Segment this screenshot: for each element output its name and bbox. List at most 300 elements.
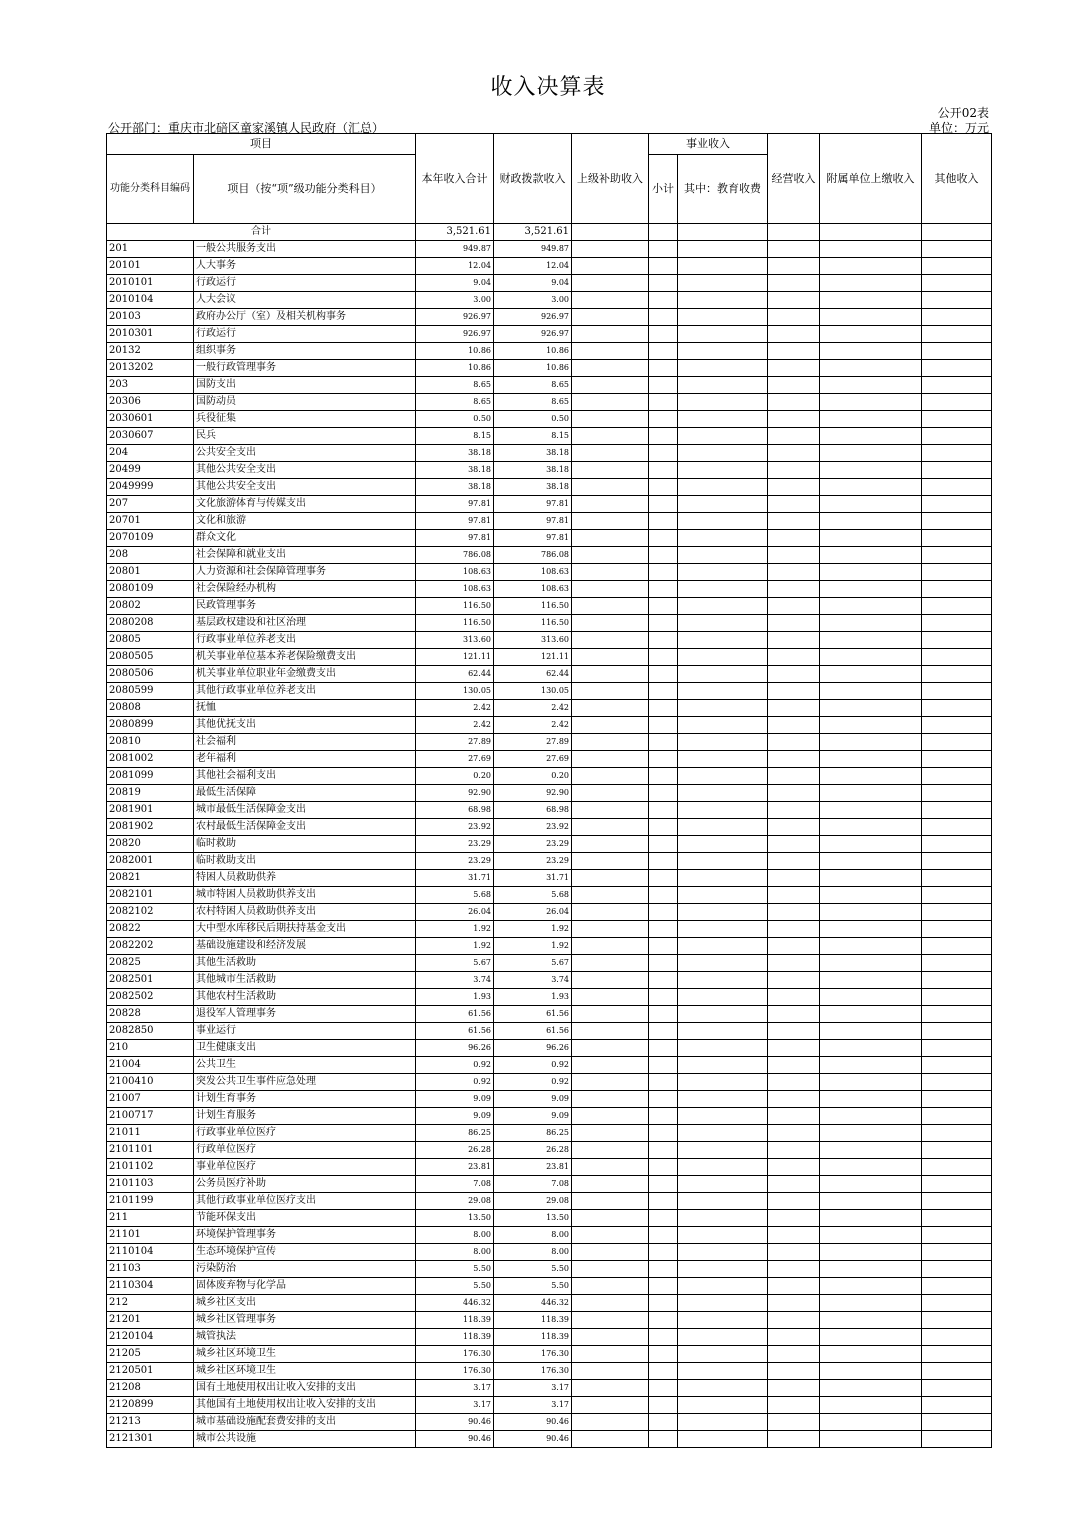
empty-cell: [649, 1363, 678, 1380]
row-fiscal: 176.30: [494, 1363, 572, 1380]
table-row: [107, 292, 992, 309]
total-income-value: 3,521.61: [416, 224, 494, 241]
empty-cell: [820, 258, 922, 275]
empty-cell: [820, 1261, 922, 1278]
empty-cell: [649, 1006, 678, 1023]
row-name: 行政单位医疗: [194, 1142, 416, 1159]
unit-label: 单位：万元: [928, 121, 989, 135]
empty-cell: [768, 258, 820, 275]
row-name: 文化旅游体育与传媒支出: [194, 496, 416, 513]
table-row: [107, 615, 992, 632]
empty-cell: [678, 1278, 768, 1295]
empty-cell: [922, 581, 992, 598]
row-code: 2110304: [107, 1278, 194, 1295]
row-code: 20132: [107, 343, 194, 360]
empty-cell: [678, 887, 768, 904]
empty-cell: [922, 275, 992, 292]
empty-cell: [922, 819, 992, 836]
row-code: 2082502: [107, 989, 194, 1006]
empty-cell: [572, 496, 649, 513]
empty-cell: [678, 1329, 768, 1346]
empty-cell: [768, 1346, 820, 1363]
row-code: 21004: [107, 1057, 194, 1074]
empty-cell: [678, 1159, 768, 1176]
empty-cell: [678, 836, 768, 853]
empty-cell: [768, 360, 820, 377]
empty-cell: [678, 513, 768, 530]
row-fiscal: 12.04: [494, 258, 572, 275]
row-name: 抚恤: [194, 700, 416, 717]
row-name: 计划生育服务: [194, 1108, 416, 1125]
row-total-income: 8.65: [416, 377, 494, 394]
income-table: [106, 133, 992, 1448]
empty-cell: [820, 921, 922, 938]
row-name: 其他生活救助: [194, 955, 416, 972]
row-total-income: 926.97: [416, 309, 494, 326]
row-code: 2100717: [107, 1108, 194, 1125]
empty-cell: [572, 1295, 649, 1312]
empty-cell: [820, 1040, 922, 1057]
empty-cell: [572, 1380, 649, 1397]
empty-cell: [820, 343, 922, 360]
row-total-income: 0.20: [416, 768, 494, 785]
empty-cell: [820, 377, 922, 394]
row-name: 其他国有土地使用权出让收入安排的支出: [194, 1397, 416, 1414]
row-fiscal: 313.60: [494, 632, 572, 649]
empty-cell: [768, 785, 820, 802]
row-code: 20825: [107, 955, 194, 972]
empty-cell: [572, 666, 649, 683]
row-name: 临时救助支出: [194, 853, 416, 870]
row-fiscal: 9.04: [494, 275, 572, 292]
row-total-income: 23.29: [416, 853, 494, 870]
row-code: 210: [107, 1040, 194, 1057]
empty-cell: [922, 802, 992, 819]
empty-cell: [678, 598, 768, 615]
empty-cell: [820, 1074, 922, 1091]
table-row: [107, 428, 992, 445]
empty-cell: [820, 445, 922, 462]
table-row: [107, 853, 992, 870]
empty-cell: [649, 1295, 678, 1312]
row-name: 行政运行: [194, 326, 416, 343]
row-fiscal: 0.20: [494, 768, 572, 785]
empty-cell: [820, 581, 922, 598]
empty-cell: [572, 326, 649, 343]
table-row: [107, 989, 992, 1006]
empty-cell: [649, 1125, 678, 1142]
row-fiscal: 8.00: [494, 1244, 572, 1261]
empty-cell: [820, 479, 922, 496]
empty-cell: [922, 462, 992, 479]
row-code: 2120899: [107, 1397, 194, 1414]
row-code: 2082001: [107, 853, 194, 870]
row-code: 2101103: [107, 1176, 194, 1193]
row-name: 国防动员: [194, 394, 416, 411]
empty-cell: [678, 853, 768, 870]
empty-cell: [572, 1278, 649, 1295]
row-fiscal: 2.42: [494, 717, 572, 734]
empty-cell: [678, 768, 768, 785]
empty-cell: [768, 377, 820, 394]
empty-cell: [922, 479, 992, 496]
empty-cell: [649, 734, 678, 751]
header-project: 项目: [107, 134, 416, 155]
empty-cell: [572, 1006, 649, 1023]
row-code: 2120501: [107, 1363, 194, 1380]
row-fiscal: 176.30: [494, 1346, 572, 1363]
row-fiscal: 0.50: [494, 411, 572, 428]
empty-cell: [572, 972, 649, 989]
empty-cell: [768, 479, 820, 496]
empty-cell: [922, 768, 992, 785]
table-row: [107, 445, 992, 462]
row-name: 固体废弃物与化学品: [194, 1278, 416, 1295]
empty-cell: [678, 1074, 768, 1091]
table-row: [107, 1057, 992, 1074]
empty-cell: [649, 700, 678, 717]
row-fiscal: 0.92: [494, 1074, 572, 1091]
row-fiscal: 0.92: [494, 1057, 572, 1074]
row-total-income: 27.69: [416, 751, 494, 768]
row-code: 2082501: [107, 972, 194, 989]
row-fiscal: 1.92: [494, 921, 572, 938]
header-affiliated: 附属单位上缴收入: [820, 134, 922, 224]
empty-cell: [649, 717, 678, 734]
table-row: [107, 1414, 992, 1431]
row-total-income: 786.08: [416, 547, 494, 564]
row-total-income: 7.08: [416, 1176, 494, 1193]
empty-cell: [820, 241, 922, 258]
empty-cell: [768, 1210, 820, 1227]
row-code: 20101: [107, 258, 194, 275]
row-total-income: 1.92: [416, 921, 494, 938]
empty-cell: [768, 1397, 820, 1414]
row-total-income: 0.92: [416, 1057, 494, 1074]
empty-cell: [572, 700, 649, 717]
empty-cell: [820, 292, 922, 309]
empty-cell: [922, 343, 992, 360]
empty-cell: [572, 870, 649, 887]
row-name: 人力资源和社会保障管理事务: [194, 564, 416, 581]
table-row: [107, 666, 992, 683]
empty-cell: [678, 1312, 768, 1329]
empty-cell: [572, 343, 649, 360]
row-name: 生态环境保护宣传: [194, 1244, 416, 1261]
empty-cell: [820, 1057, 922, 1074]
table-row: [107, 768, 992, 785]
row-code: 20810: [107, 734, 194, 751]
empty-cell: [922, 836, 992, 853]
row-code: 20828: [107, 1006, 194, 1023]
empty-cell: [649, 1210, 678, 1227]
empty-cell: [678, 921, 768, 938]
empty-cell: [820, 1414, 922, 1431]
row-fiscal: 926.97: [494, 309, 572, 326]
empty-cell: [768, 1006, 820, 1023]
empty-cell: [922, 292, 992, 309]
empty-cell: [768, 1142, 820, 1159]
row-total-income: 116.50: [416, 615, 494, 632]
empty-cell: [820, 1006, 922, 1023]
empty-cell: [678, 700, 768, 717]
empty-cell: [820, 632, 922, 649]
empty-cell: [768, 530, 820, 547]
empty-cell: [649, 836, 678, 853]
empty-cell: [572, 853, 649, 870]
row-name: 城乡社区环境卫生: [194, 1346, 416, 1363]
empty-cell: [572, 632, 649, 649]
empty-cell: [678, 377, 768, 394]
empty-cell: [820, 530, 922, 547]
row-fiscal: 96.26: [494, 1040, 572, 1057]
total-fiscal-value: 3,521.61: [494, 224, 572, 241]
row-code: 201: [107, 241, 194, 258]
empty-cell: [572, 955, 649, 972]
empty-cell: [922, 955, 992, 972]
empty-cell: [768, 1431, 820, 1448]
empty-cell: [768, 921, 820, 938]
empty-cell: [649, 1414, 678, 1431]
row-fiscal: 118.39: [494, 1329, 572, 1346]
row-name: 人大会议: [194, 292, 416, 309]
table-row: [107, 1244, 992, 1261]
table-row: [107, 513, 992, 530]
row-code: 2013202: [107, 360, 194, 377]
empty-cell: [768, 547, 820, 564]
row-total-income: 8.00: [416, 1227, 494, 1244]
empty-cell: [678, 564, 768, 581]
row-name: 公共卫生: [194, 1057, 416, 1074]
row-code: 20821: [107, 870, 194, 887]
empty-cell: [678, 411, 768, 428]
empty-cell: [768, 1380, 820, 1397]
empty-cell: [922, 1176, 992, 1193]
table-row: [107, 258, 992, 275]
header-subtotal: 小计: [649, 155, 678, 224]
row-fiscal: 1.92: [494, 938, 572, 955]
row-total-income: 27.89: [416, 734, 494, 751]
row-total-income: 446.32: [416, 1295, 494, 1312]
empty-cell: [572, 819, 649, 836]
row-code: 2081002: [107, 751, 194, 768]
empty-cell: [572, 1329, 649, 1346]
empty-cell: [678, 581, 768, 598]
row-total-income: 23.81: [416, 1159, 494, 1176]
empty-cell: [678, 394, 768, 411]
empty-cell: [820, 598, 922, 615]
row-name: 计划生育事务: [194, 1091, 416, 1108]
empty-cell: [649, 428, 678, 445]
table-row: [107, 887, 992, 904]
empty-cell: [678, 309, 768, 326]
table-row: [107, 377, 992, 394]
row-code: 20819: [107, 785, 194, 802]
empty-cell: [820, 1142, 922, 1159]
empty-cell: [922, 751, 992, 768]
row-total-income: 26.04: [416, 904, 494, 921]
row-total-income: 5.67: [416, 955, 494, 972]
row-name: 政府办公厅（室）及相关机构事务: [194, 309, 416, 326]
empty-cell: [572, 1312, 649, 1329]
row-name: 老年福利: [194, 751, 416, 768]
empty-cell: [572, 615, 649, 632]
empty-cell: [572, 1108, 649, 1125]
empty-cell: [649, 1261, 678, 1278]
table-row: [107, 683, 992, 700]
empty-cell: [768, 326, 820, 343]
row-total-income: 38.18: [416, 479, 494, 496]
empty-cell: [922, 1414, 992, 1431]
row-total-income: 92.90: [416, 785, 494, 802]
empty-cell: [768, 751, 820, 768]
empty-cell: [678, 1108, 768, 1125]
row-total-income: 61.56: [416, 1006, 494, 1023]
empty-cell: [678, 241, 768, 258]
row-total-income: 108.63: [416, 564, 494, 581]
empty-cell: [820, 887, 922, 904]
empty-cell: [572, 564, 649, 581]
row-name: 其他城市生活救助: [194, 972, 416, 989]
empty-cell: [922, 394, 992, 411]
empty-cell: [768, 241, 820, 258]
empty-cell: [820, 1210, 922, 1227]
empty-cell: [922, 717, 992, 734]
row-fiscal: 38.18: [494, 462, 572, 479]
empty-cell: [649, 887, 678, 904]
table-row: [107, 1278, 992, 1295]
row-total-income: 0.50: [416, 411, 494, 428]
empty-cell: [922, 1142, 992, 1159]
row-code: 20103: [107, 309, 194, 326]
empty-cell: [768, 615, 820, 632]
row-name: 农村最低生活保障金支出: [194, 819, 416, 836]
empty-cell: [922, 445, 992, 462]
empty-cell: [678, 972, 768, 989]
empty-cell: [572, 836, 649, 853]
empty-cell: [572, 1023, 649, 1040]
empty-cell: [922, 1278, 992, 1295]
row-code: 20805: [107, 632, 194, 649]
empty-cell: [820, 275, 922, 292]
empty-cell: [678, 1363, 768, 1380]
table-row: [107, 836, 992, 853]
row-total-income: 23.29: [416, 836, 494, 853]
row-name: 特困人员救助供养: [194, 870, 416, 887]
row-total-income: 9.04: [416, 275, 494, 292]
table-row: [107, 1431, 992, 1448]
empty-cell: [768, 292, 820, 309]
table-row: [107, 1295, 992, 1312]
empty-cell: [820, 309, 922, 326]
empty-cell: [649, 1023, 678, 1040]
empty-cell: [768, 1261, 820, 1278]
empty-cell: [678, 530, 768, 547]
row-total-income: 10.86: [416, 343, 494, 360]
empty-cell: [922, 1227, 992, 1244]
table-row: [107, 649, 992, 666]
empty-cell: [572, 258, 649, 275]
empty-cell: [922, 1295, 992, 1312]
empty-cell: [572, 887, 649, 904]
empty-cell: [649, 1193, 678, 1210]
header-superior: 上级补助收入: [572, 134, 649, 224]
empty-cell: [649, 921, 678, 938]
row-code: 2110104: [107, 1244, 194, 1261]
row-name: 环境保护管理事务: [194, 1227, 416, 1244]
empty-cell: [820, 462, 922, 479]
empty-cell: [922, 1193, 992, 1210]
empty-cell: [649, 802, 678, 819]
row-name: 其他优抚支出: [194, 717, 416, 734]
row-fiscal: 62.44: [494, 666, 572, 683]
empty-cell: [572, 785, 649, 802]
table-row: [107, 1159, 992, 1176]
row-total-income: 97.81: [416, 496, 494, 513]
empty-cell: [649, 547, 678, 564]
row-fiscal: 3.17: [494, 1397, 572, 1414]
row-total-income: 108.63: [416, 581, 494, 598]
row-fiscal: 118.39: [494, 1312, 572, 1329]
table-row: [107, 1006, 992, 1023]
row-fiscal: 8.00: [494, 1227, 572, 1244]
empty-cell: [649, 955, 678, 972]
row-name: 城市特困人员救助供养支出: [194, 887, 416, 904]
row-fiscal: 2.42: [494, 700, 572, 717]
empty-cell: [768, 1278, 820, 1295]
empty-cell: [922, 683, 992, 700]
row-name: 一般公共服务支出: [194, 241, 416, 258]
row-code: 21213: [107, 1414, 194, 1431]
empty-cell: [572, 462, 649, 479]
empty-cell: [649, 1397, 678, 1414]
row-name: 国防支出: [194, 377, 416, 394]
empty-cell: [678, 1261, 768, 1278]
empty-cell: [649, 683, 678, 700]
header-operating: 经营收入: [768, 134, 820, 224]
empty-cell: [649, 649, 678, 666]
table-row: [107, 1261, 992, 1278]
row-code: 2082102: [107, 904, 194, 921]
row-total-income: 313.60: [416, 632, 494, 649]
row-code: 212: [107, 1295, 194, 1312]
table-row: [107, 581, 992, 598]
empty-cell: [678, 1397, 768, 1414]
table-row: [107, 1346, 992, 1363]
row-total-income: 121.11: [416, 649, 494, 666]
row-fiscal: 26.04: [494, 904, 572, 921]
row-total-income: 12.04: [416, 258, 494, 275]
row-total-income: 3.17: [416, 1397, 494, 1414]
empty-cell: [678, 462, 768, 479]
row-fiscal: 108.63: [494, 581, 572, 598]
empty-cell: [768, 343, 820, 360]
row-total-income: 3.74: [416, 972, 494, 989]
row-fiscal: 38.18: [494, 479, 572, 496]
empty-cell: [649, 870, 678, 887]
table-row: [107, 1023, 992, 1040]
empty-cell: [678, 445, 768, 462]
empty-cell: [768, 1312, 820, 1329]
empty-cell: [572, 377, 649, 394]
row-name: 城乡社区管理事务: [194, 1312, 416, 1329]
empty-cell: [678, 751, 768, 768]
empty-cell: [649, 1040, 678, 1057]
row-fiscal: 8.15: [494, 428, 572, 445]
empty-cell: [922, 700, 992, 717]
empty-cell: [649, 564, 678, 581]
empty-cell: [820, 683, 922, 700]
